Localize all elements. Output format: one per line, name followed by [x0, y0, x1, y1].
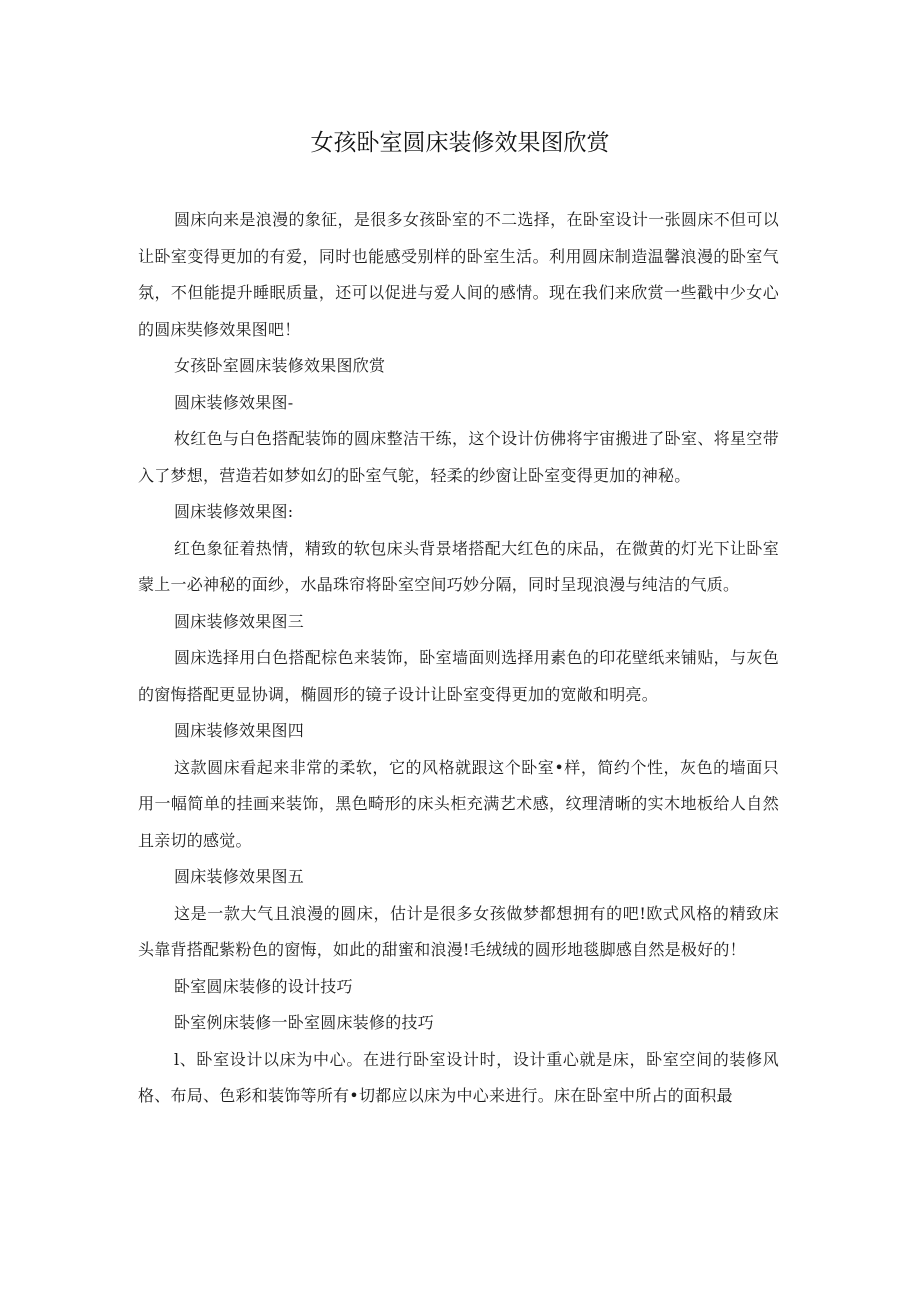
section-heading-tips: 卧室圆床装修的设计技巧 [174, 976, 353, 996]
image-caption-5: 圆床装修效果图五 [174, 867, 305, 886]
paragraph-5: 这是一款大气且浪漫的圆床，估计是很多女孩做梦都想拥有的吧!欧式风格的精致床头靠背搭配紫粉色的窗悔，如此的甜蜜和浪漫!毛绒绒的圆形地毯脚感自然是极好的！ [138, 903, 779, 959]
paragraph-2: 红色象征着热情，精致的软包床头背景堵搭配大红色的床品，在微黄的灯光下让卧室蒙上一必神秘的面纱，水晶珠帘将卧室空间巧妙分隔，同时呈现浪漫与纯洁的气质。 [138, 538, 779, 594]
paragraph-1: 枚红色与白色搭配装饰的圆床整洁干练，这个设计仿佛将宇宙搬进了卧室、将星空带入了梦想，营造若如梦如幻的卧室气鸵，轻柔的纱窗让卧室变得更加的神秘。 [138, 429, 779, 485]
document-title: 女孩卧室圆床装修效果图欣赏 [310, 130, 610, 156]
image-caption-1: 圆床装修效果图- [174, 392, 294, 412]
image-caption-2: 圆床装修效果图: [174, 502, 294, 521]
image-caption-3: 圆床装修效果图三 [174, 611, 305, 631]
document-body [138, 202, 779, 1115]
paragraph-4: 这款圆床看起来非常的柔软，它的风格就跟这个卧室•样，简约个性，灰色的墙面只用一幅简单的挂画来装饰，黑色畸形的床头柜充满艺术感，纹理清晰的实木地板给人自然且亲切的感觉。 [138, 757, 779, 850]
subsection-heading: 卧室例床装修一卧室圆床装修的技巧 [174, 1013, 435, 1032]
section-heading: 女孩卧室圆床装修效果图欣赏 [174, 356, 386, 375]
image-caption-4: 圆床装修效果图四 [174, 721, 305, 740]
paragraph-tip-1: l、卧室设计以床为中心。在进行卧室设计时，设计重心就是床，卧室空间的装修风格、布局、色彩和装饰等所有•切都应以床为中心来进行。床在卧室中所占的面积最 [138, 1049, 779, 1105]
paragraph-3: 圆床选择用白色搭配棕色来装饰，卧室墙面则选择用素色的印花壁纸来铺贴，与灰色的窗悔搭配更显协调，椭圆形的镜子设计让卧室变得更加的宽敞和明亮。 [138, 648, 779, 704]
paragraph-intro: 圆床向来是浪漫的象征，是很多女孩卧室的不二选择，在卧室设计一张圆床不但可以让卧室变得更加的有爱，同时也能感受别样的卧室生活。利用圆床制造温馨浪漫的卧室气氛，不但能提升睡眠质量，还可以促进与爱人间的感情。现在我们来欣赏一些戳中少女心的圆床奘修效果图吧！ [138, 210, 779, 339]
